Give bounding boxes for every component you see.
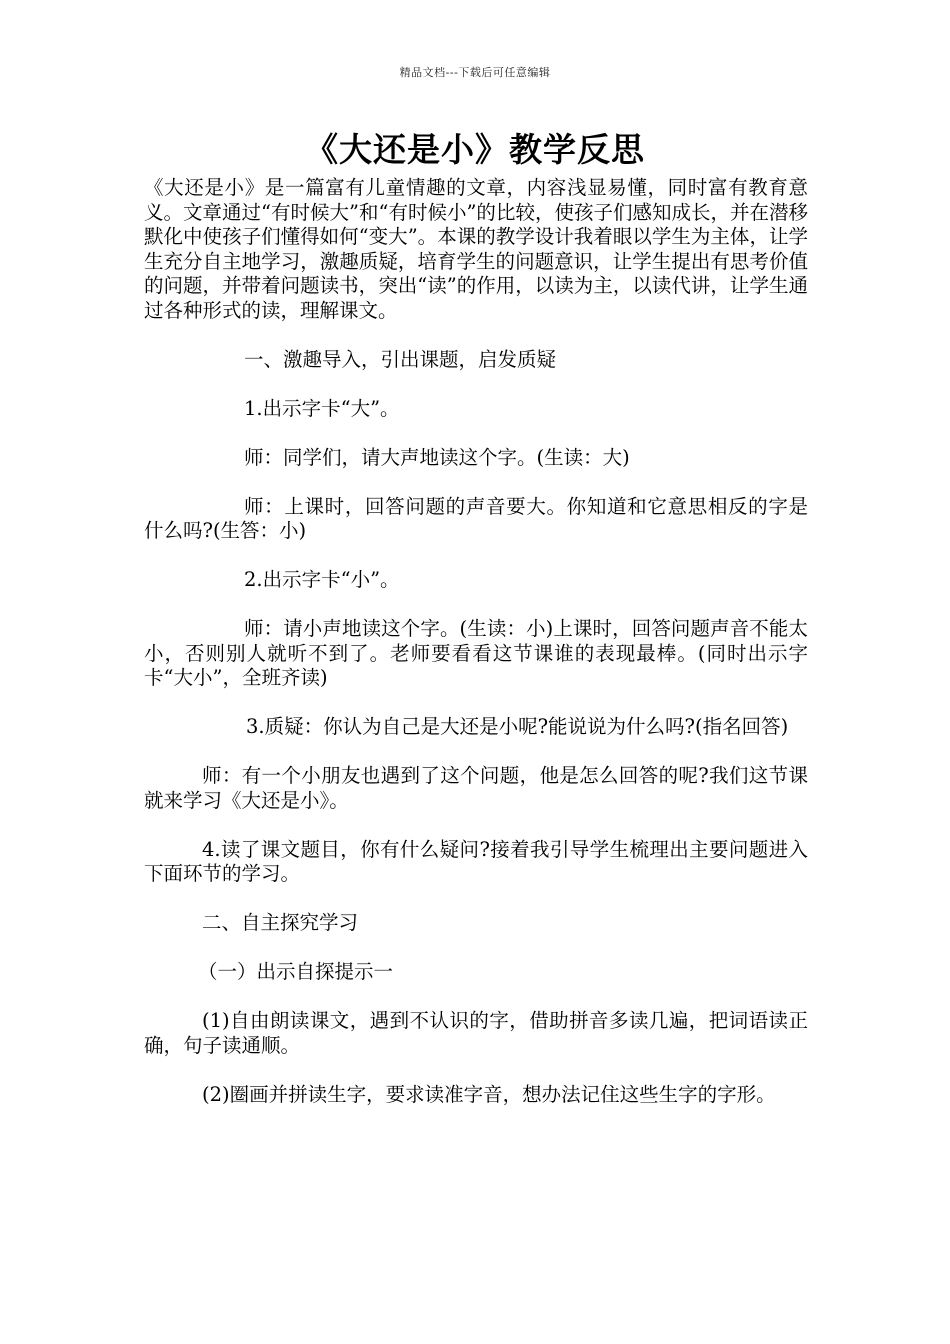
teacher-line-3: 师：请小声地读这个字。(生读：小)上课时，回答问题声音不能太小，否则别人就听不到了。老师要看看这节课谁的表现最棒。(同时出示字卡“大小”，全班齐读) — [144, 617, 808, 689]
document-title: 《大还是小》教学反思 — [305, 130, 645, 169]
step-3: 3.质疑：你认为自己是大还是小呢?能说说为什么吗?(指名回答) — [246, 715, 789, 738]
header-note: 精品文档---下载后可任意编辑 — [399, 66, 551, 79]
hint-item-2: (2)圈画并拼读生字，要求读准字音，想办法记住这些生字的字形。 — [202, 1082, 776, 1106]
intro-paragraph: 《大还是小》是一篇富有儿童情趣的文章，内容浅显易懂，同时富有教育意义。文章通过“有时候大”和“有时候小”的比较，使孩子们感知成长，并在潜移默化中使孩子们懂得如何“变大”。本课的教学设计我着眼以学生为主体，让学生充分自主地学习，激趣质疑，培育学生的问题意识，让学生提出有思考价值的问题，并带着问题读书，突出“读”的作用，以读为主，以读代讲，让学生通过各种形式的读，理解课文。 — [144, 176, 808, 322]
section-heading-1: 一、激趣导入，引出课题，启发质疑 — [244, 347, 557, 371]
hint-item-1: (1)自由朗读课文，遇到不认识的字，借助拼音多读几遍，把词语读正确，句子读通顺。 — [144, 1009, 808, 1057]
section-heading-2: 二、自主探究学习 — [202, 911, 359, 934]
document-body — [144, 176, 808, 1107]
teacher-line-4: 师：有一个小朋友也遇到了这个问题，他是怎么回答的呢?我们这节课就来学习《大还是小》。 — [144, 764, 808, 812]
teacher-line-1: 师：同学们，请大声地读这个字。(生读：大) — [244, 445, 630, 469]
teacher-line-2: 师：上课时，回答问题的声音要大。你知道和它意思相反的字是什么吗?(生答：小) — [144, 494, 808, 542]
subsection-heading-1: （一）出示自探提示一 — [198, 960, 394, 983]
step-1: 1.出示字卡“大”。 — [244, 396, 400, 420]
step-2: 2.出示字卡“小”。 — [244, 568, 400, 591]
step-4: 4.读了课文题目，你有什么疑问?接着我引导学生梳理出主要问题进入下面环节的学习。 — [144, 837, 808, 885]
